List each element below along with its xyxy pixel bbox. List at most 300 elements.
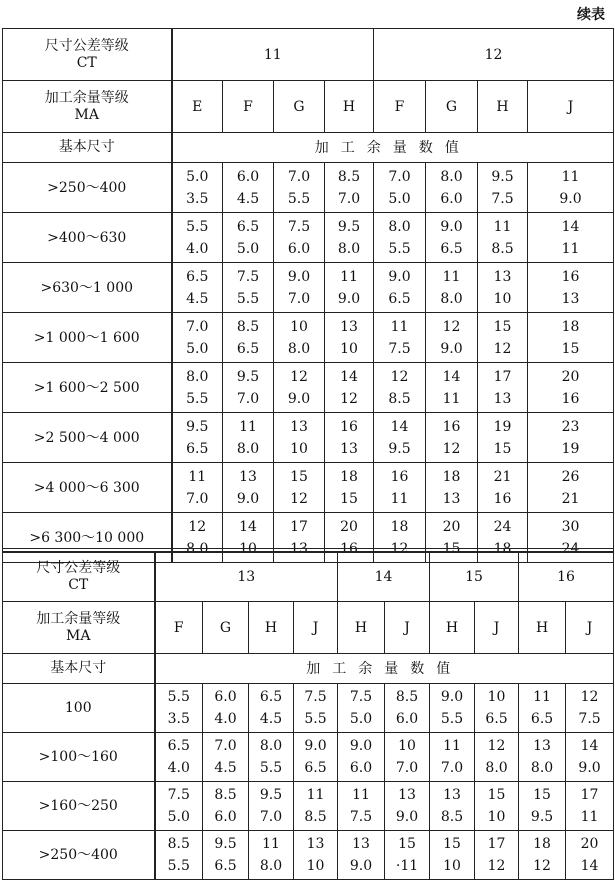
value-cell bbox=[426, 163, 478, 213]
ma-grade: H bbox=[478, 81, 528, 133]
value-cell bbox=[475, 782, 519, 831]
lower-value: 8.0 bbox=[337, 240, 361, 257]
upper-value: 18 bbox=[533, 836, 551, 852]
lower-value: 6.0 bbox=[214, 809, 237, 825]
value-cell bbox=[519, 684, 566, 733]
upper-value: 13 bbox=[306, 836, 325, 852]
value-cell bbox=[374, 313, 426, 363]
upper-value: 7.0 bbox=[388, 168, 411, 185]
lower-value: 6.5 bbox=[388, 290, 411, 307]
upper-value: 8.0 bbox=[388, 218, 411, 235]
upper-value: 13 bbox=[398, 787, 416, 803]
lower-value: 6.0 bbox=[349, 760, 373, 776]
lower-value: 15 bbox=[561, 340, 580, 357]
value-cell bbox=[528, 313, 614, 363]
upper-value: 6.5 bbox=[167, 738, 190, 754]
upper-value: 16 bbox=[442, 418, 461, 435]
value-cell bbox=[475, 831, 519, 880]
value-cell bbox=[528, 213, 614, 263]
lower-value: 8.0 bbox=[259, 858, 283, 874]
lower-value: 6.0 bbox=[395, 711, 419, 727]
value-cell bbox=[249, 831, 294, 880]
basic-size-cell: >2 500～4 000 bbox=[3, 413, 172, 463]
upper-value: 8.0 bbox=[186, 368, 209, 385]
value-cell bbox=[478, 363, 528, 413]
table-row bbox=[3, 213, 614, 263]
value-cell bbox=[426, 313, 478, 363]
lower-value: 7.5 bbox=[491, 190, 514, 207]
upper-value: 11 bbox=[306, 787, 325, 803]
value-cell bbox=[519, 831, 566, 880]
lower-value: 12 bbox=[290, 490, 308, 507]
upper-value: 15 bbox=[493, 318, 512, 335]
value-cell bbox=[430, 782, 475, 831]
upper-value: 6.5 bbox=[186, 268, 209, 285]
lower-value: 4.5 bbox=[259, 711, 283, 727]
value-cell bbox=[223, 413, 274, 463]
ma-grade: J bbox=[385, 602, 430, 654]
value-cell bbox=[426, 213, 478, 263]
upper-value: 14 bbox=[239, 518, 257, 535]
basic-size-cell: >250～400 bbox=[3, 831, 155, 880]
lower-value: 12 bbox=[487, 858, 506, 874]
basic-size-cell: 100 bbox=[3, 684, 155, 733]
upper-value: 19 bbox=[493, 418, 512, 435]
lower-value: 11 bbox=[580, 809, 599, 825]
upper-value: 15 bbox=[487, 787, 506, 803]
value-cell bbox=[223, 363, 274, 413]
upper-value: 13 bbox=[239, 468, 257, 485]
upper-value: 9.0 bbox=[287, 268, 311, 285]
upper-value: 9.5 bbox=[186, 418, 209, 435]
value-cell bbox=[338, 733, 385, 782]
lower-value: 7.0 bbox=[395, 760, 419, 776]
lower-value: 9.0 bbox=[395, 809, 419, 825]
value-cell bbox=[475, 733, 519, 782]
value-cell bbox=[172, 263, 223, 313]
lower-value: 10 bbox=[239, 540, 257, 557]
lower-value: ·11 bbox=[395, 858, 419, 874]
value-cell bbox=[325, 413, 374, 463]
value-cell bbox=[294, 733, 338, 782]
value-cell bbox=[325, 463, 374, 513]
lower-value: 10 bbox=[487, 809, 506, 825]
lower-value: 5.5 bbox=[167, 858, 190, 874]
lower-value: 6.5 bbox=[236, 340, 260, 357]
upper-value: 6.0 bbox=[214, 689, 237, 705]
upper-value: 6.5 bbox=[236, 218, 260, 235]
value-cell bbox=[203, 733, 249, 782]
lower-value: 8.0 bbox=[186, 540, 209, 557]
lower-value: 8.0 bbox=[236, 440, 260, 457]
lower-value: 8.5 bbox=[388, 390, 411, 407]
upper-value: 9.5 bbox=[259, 787, 283, 803]
value-cell bbox=[374, 263, 426, 313]
value-cell bbox=[294, 782, 338, 831]
value-cell bbox=[155, 733, 203, 782]
upper-value: 13 bbox=[340, 318, 358, 335]
lower-value: 3.5 bbox=[186, 190, 209, 207]
ma-grade: H bbox=[249, 602, 294, 654]
lower-value: 5.0 bbox=[186, 340, 209, 357]
basic-size-cell: >400～630 bbox=[3, 213, 172, 263]
ct-grade: 11 bbox=[172, 29, 374, 81]
lower-value: 9.0 bbox=[236, 490, 260, 507]
lower-value: 9.0 bbox=[578, 760, 601, 776]
value-cell bbox=[519, 782, 566, 831]
upper-value: 6.0 bbox=[236, 168, 260, 185]
basic-size-cell: >1 600～2 500 bbox=[3, 363, 172, 413]
value-cell bbox=[478, 163, 528, 213]
value-cell bbox=[374, 163, 426, 213]
upper-value: 14 bbox=[561, 218, 580, 235]
value-cell bbox=[223, 263, 274, 313]
value-cell bbox=[172, 363, 223, 413]
lower-value: 8.0 bbox=[287, 340, 311, 357]
lower-value: 8.5 bbox=[304, 809, 327, 825]
value-cell bbox=[274, 213, 325, 263]
upper-value: 18 bbox=[340, 468, 358, 485]
lower-value: 11 bbox=[390, 490, 409, 507]
ma-grade: G bbox=[203, 602, 249, 654]
lower-value: 12 bbox=[340, 390, 358, 407]
upper-value: 18 bbox=[561, 318, 580, 335]
table-row bbox=[3, 163, 614, 213]
value-cell bbox=[172, 313, 223, 363]
value-cell bbox=[430, 684, 475, 733]
value-cell bbox=[172, 163, 223, 213]
lower-value: 16 bbox=[493, 490, 512, 507]
value-cell bbox=[385, 831, 430, 880]
lower-value: 7.0 bbox=[236, 390, 260, 407]
upper-value: 13 bbox=[352, 836, 370, 852]
value-cell bbox=[338, 831, 385, 880]
value-cell bbox=[325, 263, 374, 313]
upper-value: 17 bbox=[290, 518, 308, 535]
value-cell bbox=[475, 684, 519, 733]
upper-value: 8.5 bbox=[236, 318, 260, 335]
lower-value: 5.5 bbox=[186, 390, 209, 407]
upper-value: 13 bbox=[493, 268, 512, 285]
lower-value: 12 bbox=[533, 858, 551, 874]
ct-code: CT bbox=[76, 54, 97, 71]
upper-value: 7.5 bbox=[236, 268, 260, 285]
ct-grade: 12 bbox=[374, 29, 614, 81]
upper-value: 18 bbox=[442, 468, 461, 485]
lower-value: 6.5 bbox=[304, 760, 327, 776]
upper-value: 8.5 bbox=[214, 787, 237, 803]
basic-size-cell: >1 000～1 600 bbox=[3, 313, 172, 363]
lower-value: 15 bbox=[340, 490, 358, 507]
ma-grade: H bbox=[325, 81, 374, 133]
lower-value: 15 bbox=[493, 440, 512, 457]
ma-grade: F bbox=[374, 81, 426, 133]
value-cell bbox=[430, 733, 475, 782]
lower-value: 10 bbox=[443, 858, 461, 874]
lower-value: 18 bbox=[493, 540, 512, 557]
ma-grade: J bbox=[566, 602, 614, 654]
upper-value: 12 bbox=[188, 518, 207, 535]
basic-size-cell: >6 300～10 000 bbox=[3, 513, 172, 563]
value-cell bbox=[374, 463, 426, 513]
upper-value: 12 bbox=[580, 689, 599, 705]
ma-code: MA bbox=[66, 627, 91, 644]
lower-value: 4.0 bbox=[214, 711, 237, 727]
upper-value: 9.0 bbox=[440, 218, 463, 235]
upper-value: 6.5 bbox=[259, 689, 283, 705]
value-cell bbox=[203, 684, 249, 733]
ma-grade: G bbox=[426, 81, 478, 133]
value-cell bbox=[172, 213, 223, 263]
upper-value: 21 bbox=[493, 468, 512, 485]
value-cell bbox=[374, 413, 426, 463]
upper-value: 9.5 bbox=[337, 218, 361, 235]
lower-value: 8.5 bbox=[491, 240, 514, 257]
lower-value: 13 bbox=[442, 490, 461, 507]
ma-grade: J bbox=[294, 602, 338, 654]
ma-grade: E bbox=[172, 81, 223, 133]
allowance-table-ct11-12 bbox=[2, 28, 614, 563]
lower-value: 5.0 bbox=[349, 711, 373, 727]
lower-value: 11 bbox=[442, 390, 461, 407]
upper-value: 15 bbox=[533, 787, 551, 803]
lower-value: 9.5 bbox=[530, 809, 554, 825]
value-cell bbox=[385, 733, 430, 782]
table-row bbox=[3, 413, 614, 463]
upper-value: 15 bbox=[290, 468, 308, 485]
lower-value: 9.0 bbox=[287, 390, 311, 407]
upper-value: 12 bbox=[290, 368, 308, 385]
lower-value: 4.5 bbox=[186, 290, 209, 307]
upper-value: 14 bbox=[442, 368, 461, 385]
basic-size-cell: >250～400 bbox=[3, 163, 172, 213]
upper-value: 8.5 bbox=[337, 168, 361, 185]
upper-value: 13 bbox=[533, 738, 551, 754]
lower-value: 8.0 bbox=[530, 760, 554, 776]
upper-value: 9.5 bbox=[214, 836, 237, 852]
upper-value: 18 bbox=[390, 518, 409, 535]
upper-value: 9.0 bbox=[349, 738, 373, 754]
lower-value: 24 bbox=[561, 540, 580, 557]
value-cell bbox=[528, 263, 614, 313]
lower-value: 9.5 bbox=[388, 440, 411, 457]
value-cell bbox=[385, 782, 430, 831]
lower-value: 14 bbox=[580, 858, 599, 874]
table-row bbox=[3, 463, 614, 513]
lower-value: 12 bbox=[493, 340, 512, 357]
lower-value: 6.5 bbox=[186, 440, 209, 457]
ma-grade: H bbox=[430, 602, 475, 654]
table-row bbox=[3, 313, 614, 363]
value-cell bbox=[155, 831, 203, 880]
value-cell bbox=[325, 163, 374, 213]
value-cell bbox=[528, 363, 614, 413]
upper-value: 14 bbox=[580, 738, 599, 754]
value-cell bbox=[519, 733, 566, 782]
lower-value: 6.0 bbox=[440, 190, 463, 207]
upper-value: 12 bbox=[487, 738, 506, 754]
upper-value: 11 bbox=[561, 168, 580, 185]
ma-grade: G bbox=[274, 81, 325, 133]
upper-value: 15 bbox=[398, 836, 416, 852]
ct-grade: 16 bbox=[519, 552, 614, 602]
value-cell bbox=[566, 831, 614, 880]
upper-value: 11 bbox=[352, 787, 370, 803]
upper-value: 17 bbox=[580, 787, 599, 803]
ma-label: 加工余量等级 bbox=[44, 89, 129, 106]
lower-value: 4.5 bbox=[236, 190, 260, 207]
upper-value: 9.0 bbox=[440, 689, 464, 705]
upper-value: 8.5 bbox=[167, 836, 190, 852]
value-cell bbox=[294, 831, 338, 880]
values-label: 加工余量数值 bbox=[155, 654, 614, 684]
lower-value: 7.0 bbox=[259, 809, 283, 825]
upper-value: 11 bbox=[443, 738, 461, 754]
ct-label: 尺寸公差等级 bbox=[36, 559, 121, 576]
lower-value: 5.5 bbox=[304, 711, 327, 727]
upper-value: 12 bbox=[442, 318, 461, 335]
lower-value: 7.0 bbox=[337, 190, 361, 207]
upper-value: 20 bbox=[580, 836, 599, 852]
value-cell bbox=[325, 213, 374, 263]
ma-label-cell bbox=[3, 81, 172, 133]
upper-value: 12 bbox=[390, 368, 409, 385]
lower-value: 13 bbox=[340, 440, 358, 457]
value-cell bbox=[528, 163, 614, 213]
lower-value: 5.0 bbox=[388, 190, 411, 207]
ma-label-cell bbox=[3, 602, 155, 654]
upper-value: 20 bbox=[340, 518, 358, 535]
value-cell bbox=[374, 363, 426, 413]
value-cell bbox=[223, 313, 274, 363]
upper-value: 5.5 bbox=[167, 689, 190, 705]
lower-value: 3.5 bbox=[167, 711, 190, 727]
ct-label-cell bbox=[3, 29, 172, 81]
value-cell bbox=[274, 163, 325, 213]
value-cell bbox=[155, 684, 203, 733]
value-cell bbox=[155, 782, 203, 831]
upper-value: 8.5 bbox=[395, 689, 419, 705]
upper-value: 5.0 bbox=[186, 168, 209, 185]
upper-value: 17 bbox=[487, 836, 506, 852]
value-cell bbox=[223, 213, 274, 263]
ma-grade: F bbox=[155, 602, 203, 654]
value-cell bbox=[203, 831, 249, 880]
lower-value: 7.0 bbox=[186, 490, 209, 507]
value-cell bbox=[528, 463, 614, 513]
table-row bbox=[3, 831, 614, 880]
value-cell bbox=[249, 684, 294, 733]
lower-value: 12 bbox=[390, 540, 409, 557]
lower-value: 6.5 bbox=[485, 711, 508, 727]
allowance-table-ct13-16 bbox=[2, 551, 614, 880]
continued-label: 续表 bbox=[577, 7, 605, 23]
lower-value: 5.5 bbox=[440, 711, 464, 727]
value-cell bbox=[325, 363, 374, 413]
ma-grade: H bbox=[338, 602, 385, 654]
table-row bbox=[3, 684, 614, 733]
lower-value: 5.5 bbox=[388, 240, 411, 257]
lower-value: 9.0 bbox=[349, 858, 373, 874]
value-cell bbox=[203, 782, 249, 831]
lower-value: 5.0 bbox=[167, 809, 190, 825]
value-cell bbox=[426, 463, 478, 513]
ma-grade: H bbox=[519, 602, 566, 654]
upper-value: 14 bbox=[390, 418, 409, 435]
upper-value: 7.0 bbox=[186, 318, 209, 335]
value-cell bbox=[274, 413, 325, 463]
value-cell bbox=[566, 782, 614, 831]
lower-value: 8.5 bbox=[440, 809, 464, 825]
upper-value: 7.5 bbox=[287, 218, 311, 235]
upper-value: 11 bbox=[262, 836, 280, 852]
upper-value: 7.0 bbox=[214, 738, 237, 754]
lower-value: 16 bbox=[340, 540, 358, 557]
lower-value: 9.0 bbox=[440, 340, 463, 357]
value-cell bbox=[274, 263, 325, 313]
lower-value: 4.5 bbox=[214, 760, 237, 776]
ct-grade: 15 bbox=[430, 552, 519, 602]
value-cell bbox=[478, 313, 528, 363]
lower-value: 4.0 bbox=[186, 240, 209, 257]
lower-value: 7.5 bbox=[388, 340, 411, 357]
basic-size-cell: >4 000～6 300 bbox=[3, 463, 172, 513]
table-row bbox=[3, 363, 614, 413]
values-label: 加工余量数值 bbox=[172, 133, 614, 163]
value-cell bbox=[274, 313, 325, 363]
upper-value: 13 bbox=[290, 418, 308, 435]
upper-value: 20 bbox=[561, 368, 580, 385]
lower-value: 19 bbox=[561, 440, 580, 457]
value-cell bbox=[566, 684, 614, 733]
value-cell bbox=[528, 413, 614, 463]
table-row bbox=[3, 782, 614, 831]
ma-label: 加工余量等级 bbox=[36, 610, 121, 627]
upper-value: 20 bbox=[442, 518, 461, 535]
upper-value: 10 bbox=[487, 689, 506, 705]
upper-value: 5.5 bbox=[186, 218, 209, 235]
ct-grade: 14 bbox=[338, 552, 430, 602]
lower-value: 7.0 bbox=[287, 290, 311, 307]
lower-value: 8.0 bbox=[440, 290, 463, 307]
ma-grade: J bbox=[475, 602, 519, 654]
upper-value: 7.5 bbox=[349, 689, 373, 705]
upper-value: 26 bbox=[561, 468, 580, 485]
lower-value: 10 bbox=[493, 290, 512, 307]
upper-value: 9.5 bbox=[491, 168, 514, 185]
ma-grade: J bbox=[528, 81, 614, 133]
basic-size-cell: >160～250 bbox=[3, 782, 155, 831]
basic-size-cell: >630～1 000 bbox=[3, 263, 172, 313]
upper-value: 16 bbox=[340, 418, 358, 435]
value-cell bbox=[374, 213, 426, 263]
lower-value: 15 bbox=[442, 540, 461, 557]
lower-value: 21 bbox=[561, 490, 580, 507]
ct-label-cell bbox=[3, 552, 155, 602]
value-cell bbox=[478, 413, 528, 463]
upper-value: 10 bbox=[290, 318, 308, 335]
upper-value: 13 bbox=[443, 787, 461, 803]
upper-value: 11 bbox=[442, 268, 461, 285]
lower-value: 5.5 bbox=[236, 290, 260, 307]
upper-value: 7.0 bbox=[287, 168, 311, 185]
lower-value: 8.0 bbox=[485, 760, 508, 776]
upper-value: 9.0 bbox=[388, 268, 411, 285]
upper-value: 11 bbox=[340, 268, 358, 285]
lower-value: 13 bbox=[290, 540, 308, 557]
upper-value: 30 bbox=[561, 518, 580, 535]
lower-value: 10 bbox=[290, 440, 308, 457]
